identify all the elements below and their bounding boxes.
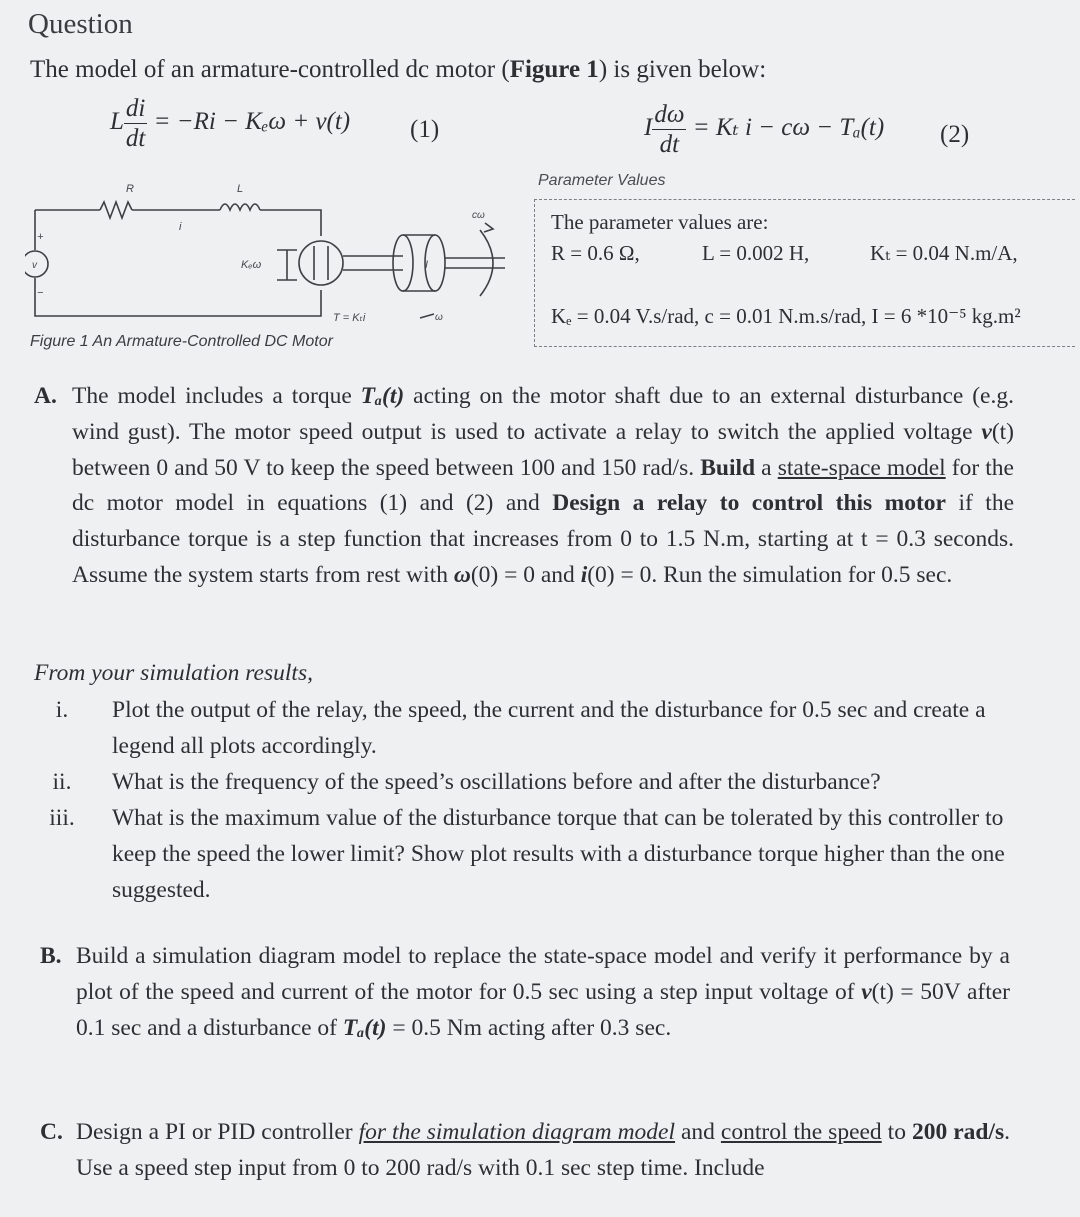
label-back-emf: Kₑω xyxy=(241,259,262,271)
figure-ref: Figure 1 xyxy=(509,56,599,83)
label-v: v xyxy=(32,260,37,271)
label-inertia: I xyxy=(425,259,429,271)
parameter-kt: Kₜ = 0.04 N.m/A, xyxy=(870,241,1018,265)
label-r: R xyxy=(126,183,134,195)
parameter-intro: The parameter values are: xyxy=(551,210,769,234)
figure-caption: Figure 1 An Armature-Controlled DC Motor xyxy=(30,333,333,350)
results-item-3: iii. What is the maximum value of the disturbance torque that can be tolerated by this controller to keep the speed the lower limit? Show plot results with a disturbance torque higher than the one suggested. xyxy=(49,805,1005,903)
label-l: L xyxy=(237,183,244,195)
results-heading: From your simulation results, xyxy=(34,660,313,686)
label-current: i xyxy=(179,221,182,233)
wire-bottom xyxy=(35,278,321,316)
motor-shaft xyxy=(343,256,403,270)
motor-circuit-diagram xyxy=(25,168,530,333)
inductor-symbol xyxy=(220,204,260,210)
question-heading: Question xyxy=(28,8,133,40)
parameter-r: R = 0.6 Ω, xyxy=(551,241,640,265)
label-minus: − xyxy=(37,287,44,299)
results-item-1: i. Plot the output of the relay, the speed, the current and the disturbance for 0.5 sec and create a legend all plots accordingly. xyxy=(55,697,986,759)
part-b-label: B. xyxy=(40,943,62,969)
results-item-2: ii. What is the frequency of the speed’s oscillations before and after the disturbance? xyxy=(52,769,881,795)
part-c-text: Design a PI or PID controller for the simulation diagram model and control the speed to 200 rad/s. Use a speed step input from 0 to 200 rad/s with 0.1 sec step time. Include xyxy=(76,1119,1010,1181)
part-c xyxy=(40,1115,1010,1187)
part-b xyxy=(40,939,1010,1046)
equation-1: L $\frac{di}{dt}$ = −Ri − Kₑω + v(t) xyxy=(110,95,351,152)
motor-armature-symbol xyxy=(299,241,343,285)
label-omega: ω xyxy=(435,312,443,323)
equation-2: I $\frac{d\omega}{dt}$ = Kₜ i − cω − Tₐ(t) xyxy=(644,101,885,158)
equation-1-number: (1) xyxy=(410,116,440,143)
part-a-text: The model includes a torque Tₐ(t) acting on the motor shaft due to an external disturbance (e.g. wind gust). The motor speed output is used to activate a relay to switch the applied voltage v(t) between 0 and 50 V to keep the speed between 100 and 150 rad/s. Build a state-space model for the dc motor model in equations (1) and (2) and Design a relay to control this motor if the disturbance torque is a step function that increases from 0 to 1.5 N.m, starting at t = 0.3 seconds. Assume the system starts from rest with ω(0) = 0 and i(0) = 0. Run the simulation for 0.5 sec. xyxy=(72,383,1014,588)
friction-arc xyxy=(480,230,493,296)
part-b-text: Build a simulation diagram model to replace the state-space model and verify it performance by a plot of the speed and current of the motor for 0.5 sec using a step input voltage of v(t) = 50V after 0.1 sec and a disturbance of Tₐ(t) = 0.5 Nm acting after 0.3 sec. xyxy=(76,943,1010,1041)
label-c-omega: cω xyxy=(472,210,485,221)
label-plus: + xyxy=(37,231,44,243)
parameter-values-title: Parameter Values xyxy=(538,172,666,189)
label-torque: T = Kₜi xyxy=(333,312,366,324)
inertia-disk xyxy=(393,235,413,291)
wire-top-right xyxy=(260,210,321,236)
equation-2-number: (2) xyxy=(940,121,970,148)
parameter-l: L = 0.002 H, xyxy=(702,241,810,265)
part-c-label: C. xyxy=(40,1119,63,1145)
part-a xyxy=(34,379,1014,594)
part-a-label: A. xyxy=(34,383,57,409)
parameter-line-3: Kₑ = 0.04 V.s/rad, c = 0.01 N.m.s/rad, I = 6 *10⁻⁵ kg.m² xyxy=(551,304,1021,328)
resistor-symbol xyxy=(100,202,132,218)
intro-text: The model of an armature-controlled dc motor (Figure 1) is given below: xyxy=(30,56,767,83)
